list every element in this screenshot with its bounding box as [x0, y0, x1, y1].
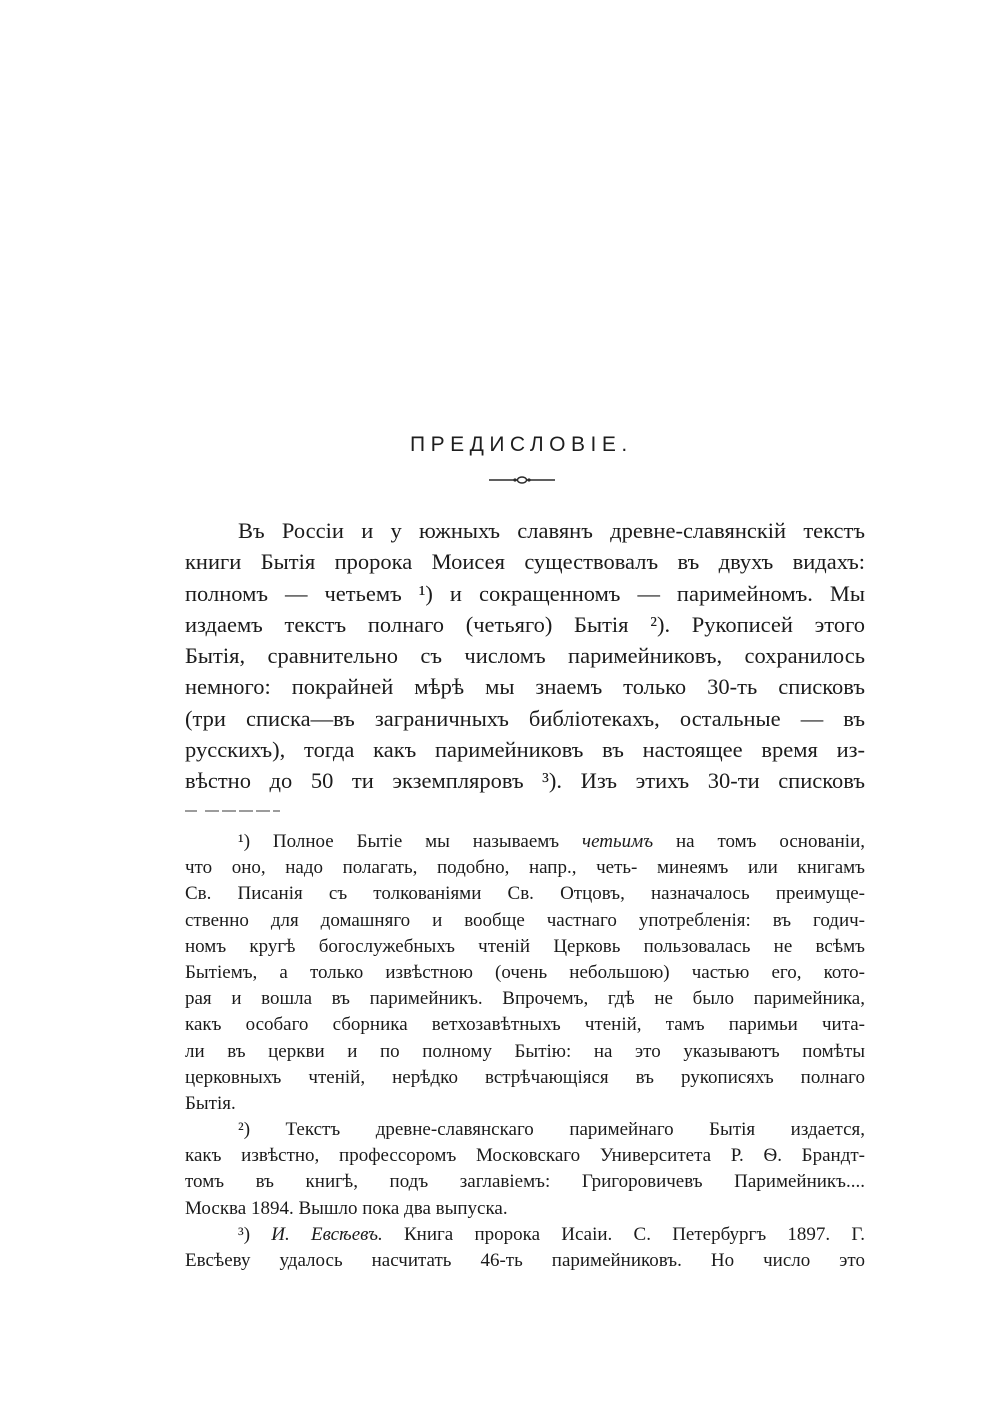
- footnote-line: какъ особаго сборника ветхозавѣтныхъ чтеній, тамъ паримьи чита-: [185, 1014, 865, 1036]
- main-text-line: полномъ — четьемъ ¹) и сокращенномъ — паримейномъ. Мы: [185, 580, 865, 606]
- main-text-line: издаемъ текстъ полнаго (четьяго) Бытія ²). Рукописей этого: [185, 611, 865, 637]
- footnote-author: И. Евсѣевъ.: [271, 1223, 383, 1245]
- main-text-line: Въ Россіи и у южныхъ славянъ древне-славянскій текстъ: [238, 518, 865, 543]
- main-text-line: вѣстно до 50 ти экземпляровъ ³). Изъ этихъ 30-ти списковъ: [185, 768, 865, 793]
- footnote-3: [185, 1222, 865, 1274]
- page-title: ПРЕДИСЛОВІЕ.: [410, 433, 633, 456]
- footnote-text: на томъ основаніи,: [653, 831, 865, 852]
- footnote-line: Св. Писанія съ толкованіями Св. Отцовъ, назначалось преимуще-: [185, 883, 865, 905]
- footnote-text: ³): [238, 1223, 272, 1245]
- footnote-1: [185, 829, 865, 1117]
- footnote-line: Бытія.: [185, 1092, 236, 1114]
- footnote-2: [185, 1117, 865, 1222]
- footnote-line: [185, 1222, 865, 1248]
- footnote-line: что оно, надо полагать, подобно, напр., четь- минеямъ или книгамъ: [185, 857, 865, 879]
- main-text-line: русскихъ), тогда какъ паримейниковъ въ настоящее время из-: [185, 736, 865, 762]
- footnote-line: номъ кругѣ богослужебныхъ чтеній Церковь пользовалась не всѣмъ: [185, 935, 865, 957]
- footnote-line: какъ извѣстно, профессоромъ Московскаго Университета Р. Ѳ. Брандт-: [185, 1145, 865, 1167]
- footnote-line: ственно для домашняго и вообще частнаго употребленія: въ годич-: [185, 909, 865, 931]
- main-text-line: книги Бытія пророка Моисея существовалъ въ двухъ видахъ:: [185, 549, 865, 575]
- footnote-italic-term: четьимъ: [582, 831, 654, 852]
- main-paragraph: [185, 515, 865, 796]
- footnote-text: Книга пророка Исаіи. С. Петербургъ 1897. Г.: [382, 1223, 865, 1245]
- footnote-line: Евсѣеву удалось насчитать 46-ть паримейниковъ. Но число это: [185, 1250, 865, 1271]
- footnote-line: томъ въ книгѣ, подъ заглавіемъ: Григоровичевъ Паримейникъ....: [185, 1171, 865, 1193]
- footnote-line: Москва 1894. Вышло пока два выпуска.: [185, 1197, 508, 1219]
- footnote-line: рая и вошла въ паримейникъ. Впрочемъ, гдѣ не было паримейника,: [185, 988, 865, 1010]
- main-text-line: (три списка—въ заграничныхъ библіотекахъ, остальные — въ: [185, 705, 865, 731]
- footnotes: [185, 829, 865, 1274]
- footnote-text: ¹) Полное Бытіе мы называемъ: [238, 831, 582, 852]
- title-ornament: [485, 472, 560, 488]
- footnote-line: церковныхъ чтеній, нерѣдко встрѣчающіяся въ рукописяхъ полнаго: [185, 1066, 865, 1088]
- main-text-line: немного: покрайней мѣрѣ мы знаемъ только 30-ть списковъ: [185, 674, 865, 700]
- footnote-line: [185, 829, 865, 855]
- main-text-line: Бытія, сравнительно съ числомъ паримейниковъ, сохранилось: [185, 643, 865, 668]
- footnote-line: ²) Текстъ древне-славянскаго паримейнаго Бытія издается,: [238, 1119, 865, 1141]
- footnote-separator: [185, 806, 285, 816]
- footnote-line: Бытіемъ, а только извѣстною (очень небольшою) частью его, кото-: [185, 961, 865, 983]
- footnote-line: ли въ церкви и по полному Бытію: на это указываютъ помѣты: [185, 1040, 865, 1062]
